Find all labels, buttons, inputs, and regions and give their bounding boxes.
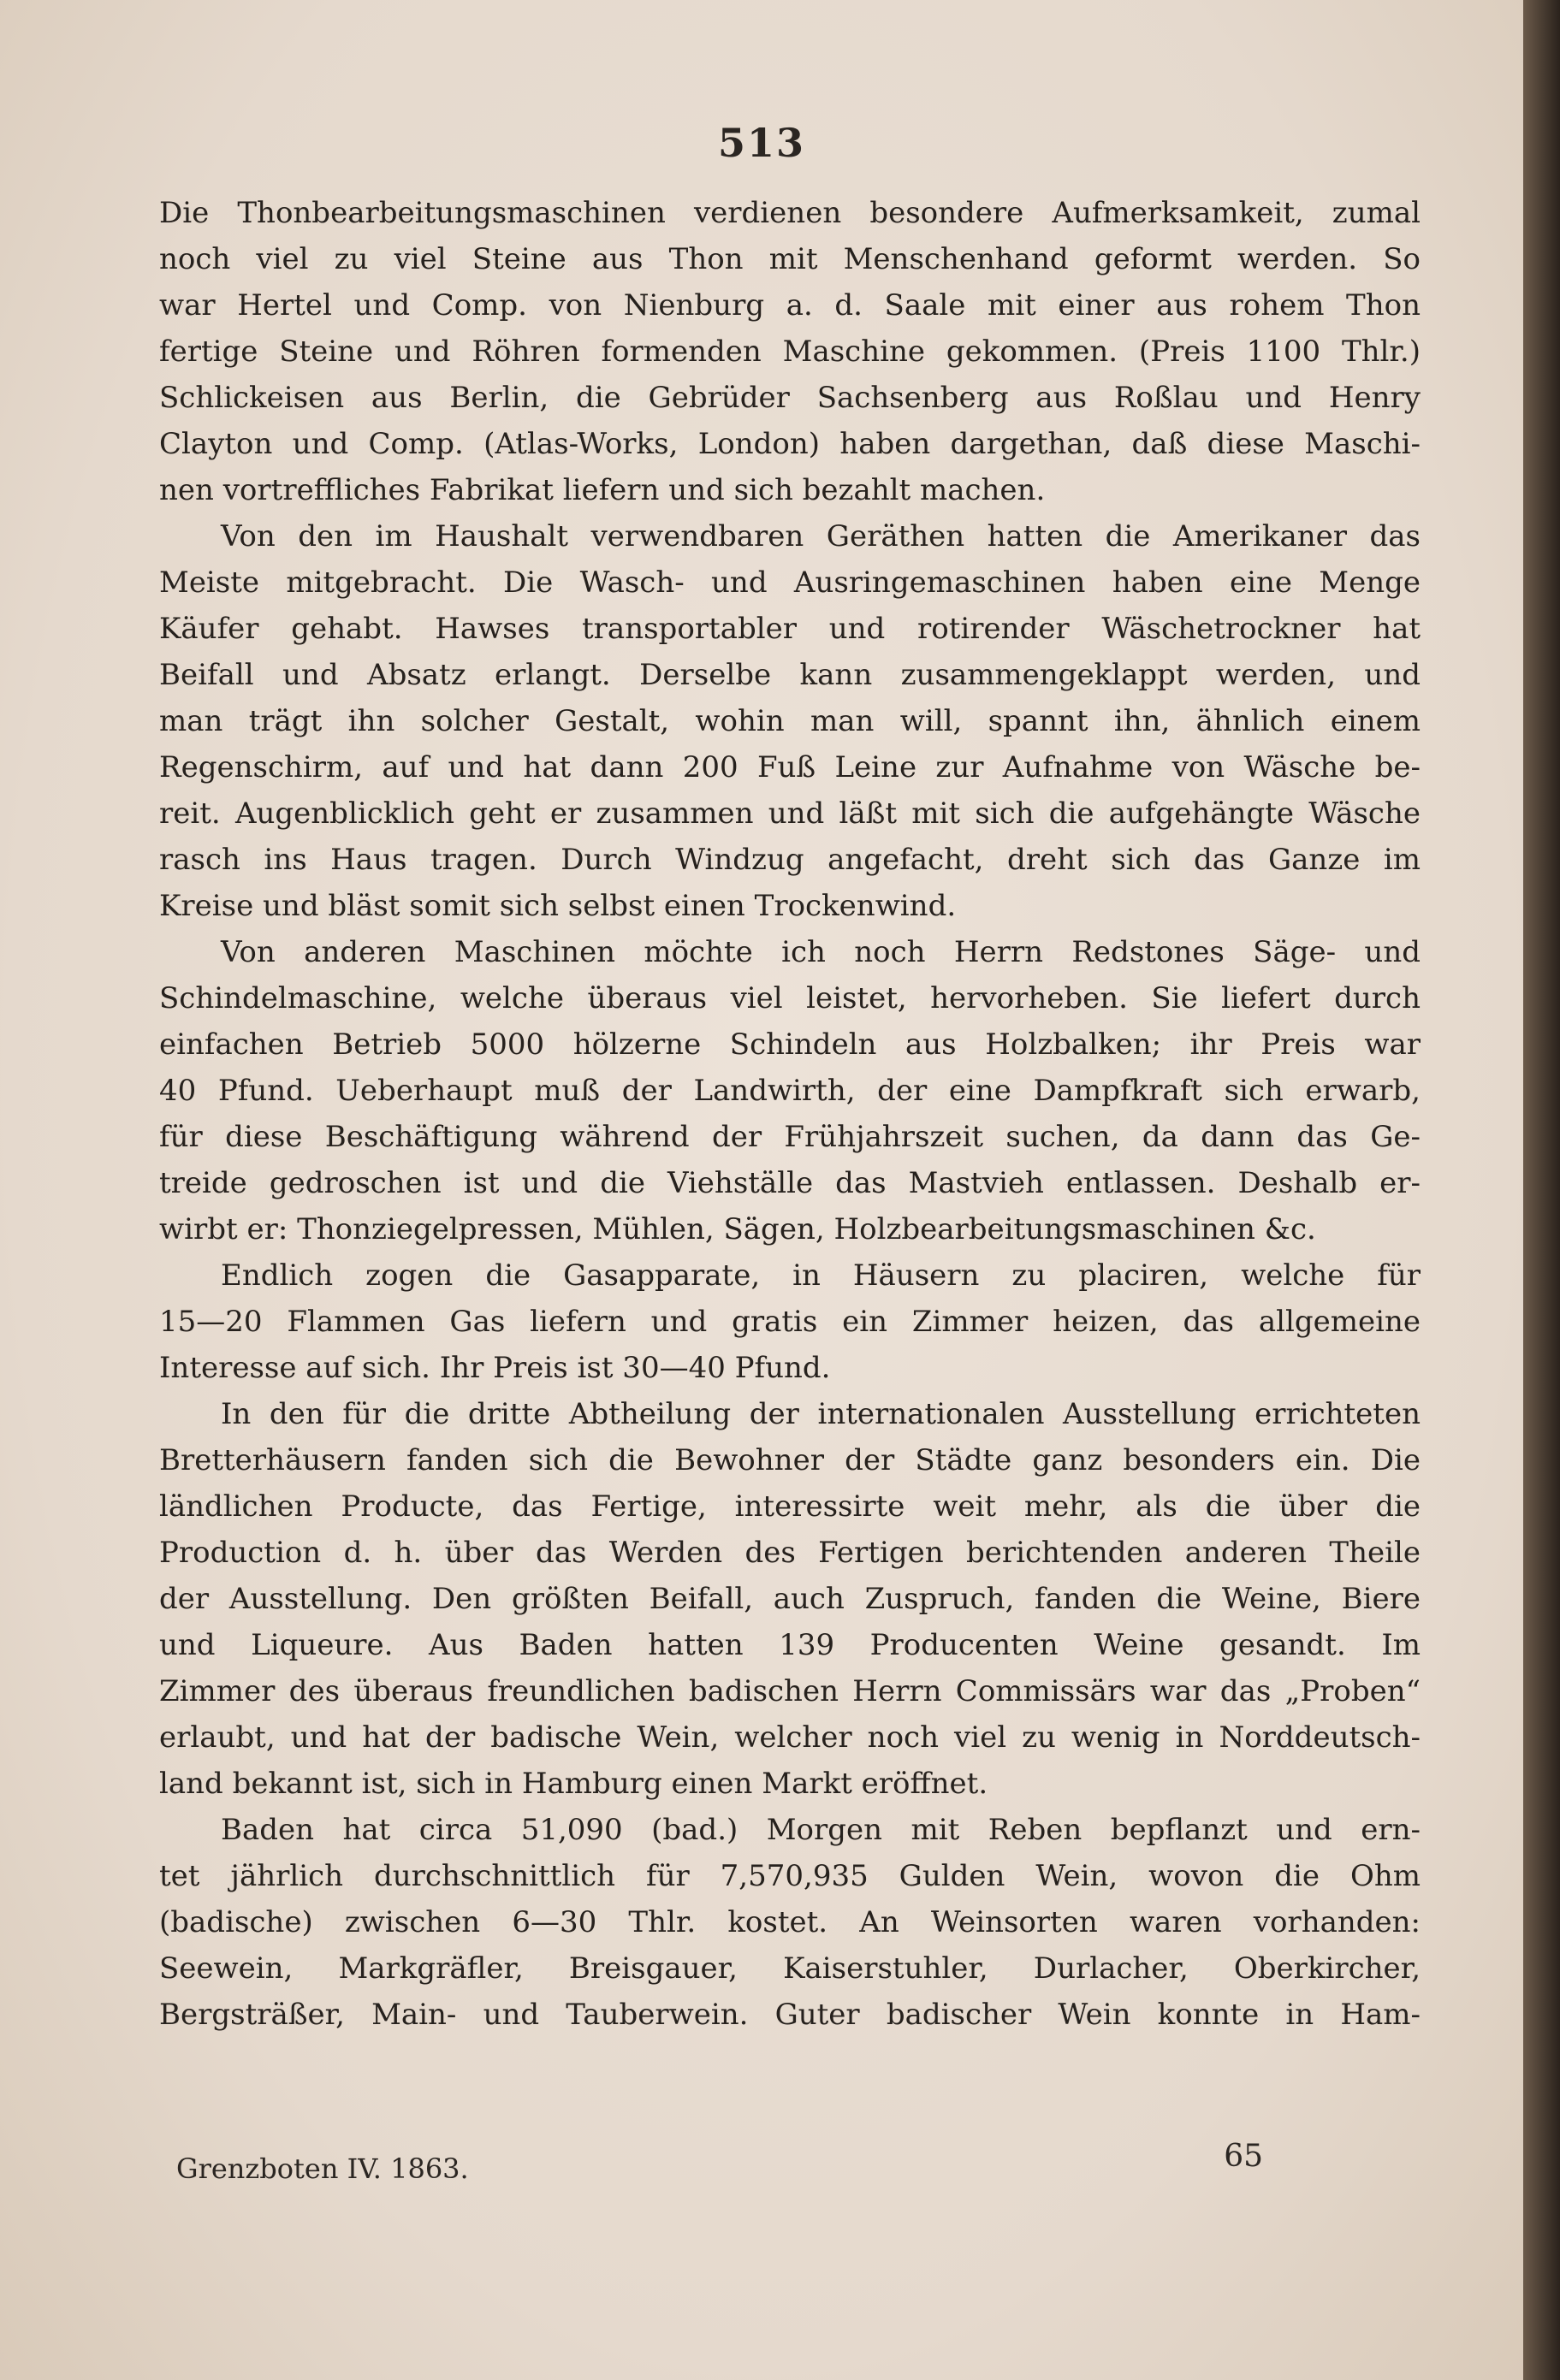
text-line: erlaubt, und hat der badische Wein, welcher noch viel zu wenig in Norddeutsch- [159, 1720, 1421, 1755]
text-line: Schlickeisen aus Berlin, die Gebrüder Sachsenberg aus Roßlau und Henry [159, 381, 1421, 415]
text-line: ländlichen Producte, das Fertige, interessirte weit mehr, als die über die [159, 1489, 1421, 1524]
text-line: Bergsträßer, Main- und Tauberwein. Guter badischer Wein konnte in Ham- [159, 1998, 1421, 2032]
text-line: land bekannt ist, sich in Hamburg einen Markt eröffnet. [159, 1767, 988, 1801]
page-footer [176, 2139, 1263, 2190]
text-line: fertige Steine und Röhren formenden Maschine gekommen. (Preis 1100 Thlr.) [159, 335, 1421, 369]
text-line: Production d. h. über das Werden des Fertigen berichtenden anderen Theile [159, 1536, 1421, 1570]
text-line: Die Thonbearbeitungsmaschinen verdienen besondere Aufmerksamkeit, zumal [159, 196, 1421, 230]
page-number: 513 [717, 120, 806, 166]
text-line: und Liqueure. Aus Baden hatten 139 Producenten Weine gesandt. Im [159, 1628, 1421, 1662]
text-line: tet jährlich durchschnittlich für 7,570,935 Gulden Wein, wovon die Ohm [159, 1859, 1421, 1893]
text-line: reit. Augenblicklich geht er zusammen und läßt mit sich die aufgehängte Wäsche [159, 796, 1421, 831]
text-line: Kreise und bläst somit sich selbst einen Trockenwind. [159, 889, 957, 923]
book-spine-edge [1523, 0, 1560, 2380]
text-line: einfachen Betrieb 5000 hölzerne Schindeln aus Holzbalken; ihr Preis war [159, 1027, 1421, 1062]
body-text [159, 190, 1421, 2038]
text-line: (badische) zwischen 6—30 Thlr. kostet. An Weinsorten waren vorhanden: [159, 1905, 1421, 1939]
text-line: Baden hat circa 51,090 (bad.) Morgen mit Reben bepflanzt und ern- [221, 1813, 1421, 1847]
text-line: für diese Beschäftigung während der Frühjahrszeit suchen, da dann das Ge- [159, 1120, 1421, 1154]
text-line: Beifall und Absatz erlangt. Derselbe kann zusammengeklappt werden, und [159, 658, 1421, 692]
text-line: In den für die dritte Abtheilung der internationalen Ausstellung errichteten [221, 1397, 1421, 1431]
text-line: Clayton und Comp. (Atlas-Works, London) haben dargethan, daß diese Maschi- [159, 427, 1421, 461]
text-line: man trägt ihn solcher Gestalt, wohin man will, spannt ihn, ähnlich einem [159, 704, 1421, 738]
text-line: Käufer gehabt. Hawses transportabler und rotirender Wäschetrockner hat [159, 612, 1421, 646]
text-line: Regenschirm, auf und hat dann 200 Fuß Leine zur Aufnahme von Wäsche be- [159, 750, 1421, 784]
text-line: nen vortreffliches Fabrikat liefern und sich bezahlt machen. [159, 473, 1046, 507]
text-line: der Ausstellung. Den größten Beifall, auch Zuspruch, fanden die Weine, Biere [159, 1582, 1421, 1616]
text-line: Zimmer des überaus freundlichen badischen Herrn Commissärs war das „Proben“ [159, 1674, 1421, 1708]
text-line: rasch ins Haus tragen. Durch Windzug angefacht, dreht sich das Ganze im [159, 843, 1421, 877]
text-line: Bretterhäusern fanden sich die Bewohner der Städte ganz besonders ein. Die [159, 1443, 1421, 1477]
text-line: Seewein, Markgräfler, Breisgauer, Kaiserstuhler, Durlacher, Oberkircher, [159, 1951, 1421, 1986]
text-line: 40 Pfund. Ueberhaupt muß der Landwirth, der eine Dampfkraft sich erwarb, [159, 1074, 1421, 1108]
text-line: Interesse auf sich. Ihr Preis ist 30—40 Pfund. [159, 1351, 831, 1385]
footer-source: Grenzboten IV. 1863. [176, 2152, 469, 2185]
text-line: Meiste mitgebracht. Die Wasch- und Ausringemaschinen haben eine Menge [159, 565, 1421, 600]
text-line: treide gedroschen ist und die Viehställe das Mastvieh entlassen. Deshalb er- [159, 1166, 1421, 1200]
text-line: Endlich zogen die Gasapparate, in Häusern zu placiren, welche für [221, 1258, 1421, 1293]
text-line: Von anderen Maschinen möchte ich noch Herrn Redstones Säge- und [221, 935, 1421, 969]
text-line: Von den im Haushalt verwendbaren Geräthen hatten die Amerikaner das [221, 519, 1421, 554]
signature-mark: 65 [1224, 2139, 1263, 2174]
text-line: wirbt er: Thonziegelpressen, Mühlen, Sägen, Holzbearbeitungsmaschinen &c. [159, 1212, 1316, 1246]
text-line: 15—20 Flammen Gas liefern und gratis ein Zimmer heizen, das allgemeine [159, 1305, 1421, 1339]
text-line: Schindelmaschine, welche überaus viel leistet, hervorheben. Sie liefert durch [159, 981, 1421, 1015]
text-line: war Hertel und Comp. von Nienburg a. d. Saale mit einer aus rohem Thon [159, 288, 1421, 323]
text-line: noch viel zu viel Steine aus Thon mit Menschenhand geformt werden. So [159, 242, 1421, 276]
